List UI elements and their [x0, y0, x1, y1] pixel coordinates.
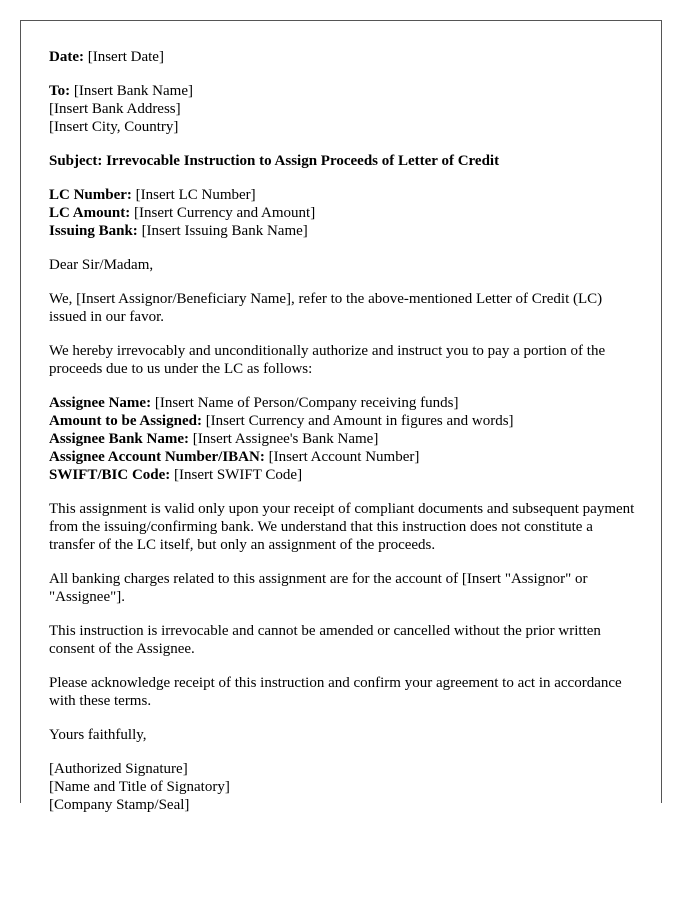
- lc-number-value: [Insert LC Number]: [135, 187, 256, 203]
- subject-line: Subject: Irrevocable Instruction to Assign Proceeds of Letter of Credit: [49, 153, 500, 169]
- assignee-account-value: [Insert Account Number]: [268, 449, 420, 465]
- authorize-paragraph: We hereby irrevocably and unconditionally authorize and instruct you to pay a portion of the proceeds due to us under the LC as follows:: [49, 343, 606, 377]
- signatory-name-title: [Name and Title of Signatory]: [49, 779, 230, 795]
- recipient-block: [49, 82, 639, 136]
- swift-code-value: [Insert SWIFT Code]: [174, 467, 303, 483]
- intro-paragraph: We, [Insert Assignor/Beneficiary Name], refer to the above-mentioned Letter of Credit (LC) issued in our favor.: [49, 291, 603, 325]
- amount-assigned-value: [Insert Currency and Amount in figures and words]: [205, 413, 514, 429]
- swift-code-line: [49, 466, 639, 484]
- recipient-bank-address: [Insert Bank Address]: [49, 101, 181, 117]
- letter-body: [49, 48, 639, 830]
- letter-page: [20, 20, 662, 813]
- validity-paragraph: This assignment is valid only upon your receipt of compliant documents and subsequent payment from the issuing/confirming bank. We understand that this instruction does not constitute a transfer of the LC itself, but only an assignment of the proceeds.: [49, 501, 635, 553]
- assignee-name-label: Assignee Name:: [49, 395, 152, 411]
- recipient-bank-line: [49, 82, 639, 100]
- lc-number-label: LC Number:: [49, 187, 132, 203]
- salutation: Dear Sir/Madam,: [49, 257, 154, 273]
- lc-details-block: [49, 186, 639, 240]
- assignee-details-block: [49, 394, 639, 484]
- date-label: Date:: [49, 49, 84, 65]
- assignee-bank-line: [49, 430, 639, 448]
- date-line: [49, 48, 639, 66]
- signature-block: [49, 760, 639, 814]
- assignee-account-line: [49, 448, 639, 466]
- company-stamp: [Company Stamp/Seal]: [49, 797, 190, 813]
- recipient-city-country: [Insert City, Country]: [49, 119, 179, 135]
- acknowledge-paragraph: Please acknowledge receipt of this instruction and confirm your agreement to act in accordance with these terms.: [49, 675, 622, 709]
- lc-amount-label: LC Amount:: [49, 205, 131, 221]
- issuing-bank-value: [Insert Issuing Bank Name]: [141, 223, 308, 239]
- date-value: [Insert Date]: [87, 49, 164, 65]
- to-label: To:: [49, 83, 71, 99]
- assignee-name-value: [Insert Name of Person/Company receiving funds]: [154, 395, 459, 411]
- assignee-name-line: [49, 394, 639, 412]
- amount-assigned-line: [49, 412, 639, 430]
- lc-amount-line: [49, 204, 639, 222]
- closing: Yours faithfully,: [49, 727, 147, 743]
- assignee-bank-label: Assignee Bank Name:: [49, 431, 190, 447]
- charges-paragraph: All banking charges related to this assignment are for the account of [Insert "Assignor" or "Assignee"].: [49, 571, 588, 605]
- lc-amount-value: [Insert Currency and Amount]: [134, 205, 316, 221]
- authorized-signature: [Authorized Signature]: [49, 761, 188, 777]
- issuing-bank-label: Issuing Bank:: [49, 223, 138, 239]
- recipient-bank-name: [Insert Bank Name]: [73, 83, 193, 99]
- assignee-bank-value: [Insert Assignee's Bank Name]: [192, 431, 379, 447]
- amount-assigned-label: Amount to be Assigned:: [49, 413, 202, 429]
- issuing-bank-line: [49, 222, 639, 240]
- swift-code-label: SWIFT/BIC Code:: [49, 467, 171, 483]
- irrevocable-paragraph: This instruction is irrevocable and cannot be amended or cancelled without the prior written consent of the Assignee.: [49, 623, 601, 657]
- assignee-account-label: Assignee Account Number/IBAN:: [49, 449, 265, 465]
- lc-number-line: [49, 186, 639, 204]
